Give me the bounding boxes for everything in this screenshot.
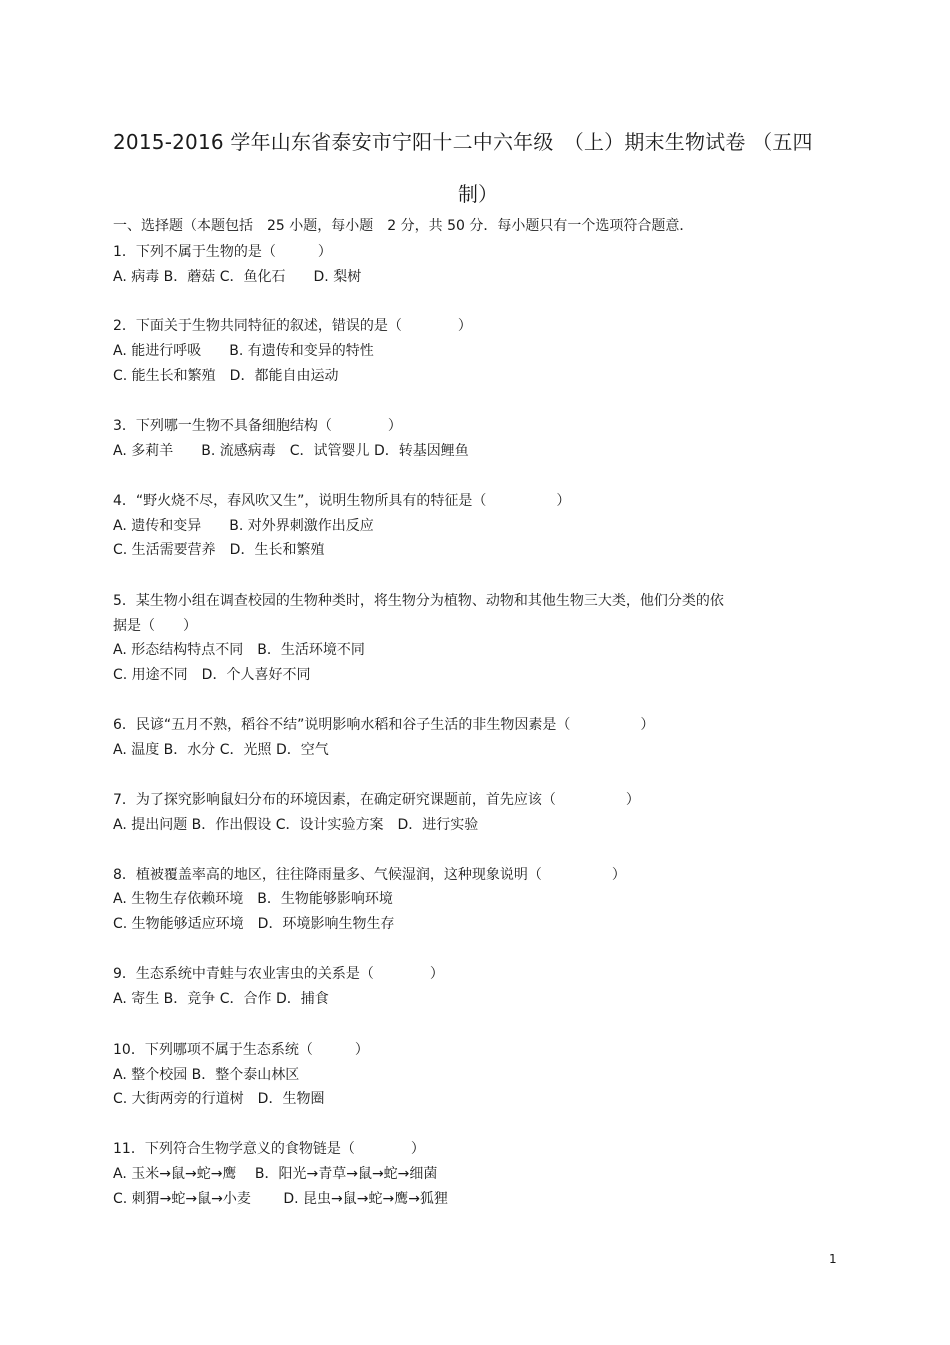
question-8-stem: 8．植被覆盖率高的地区，往往降雨量多、气候湿润，这种现象说明（ ）: [113, 867, 626, 883]
page-number: 1: [829, 1252, 837, 1266]
section-heading: 一、选择题（本题包括 25 小题，每小题 2 分，共 50 分．每小题只有一个选项符合题意．: [113, 218, 694, 234]
question-8-options-cd: C. 生物能够适应环境 D．环境影响生物生存: [113, 916, 395, 932]
question-8-options-ab: A. 生物生存依赖环境 B．生物能够影响环境: [113, 891, 393, 907]
page-title-line-2: 制）: [458, 182, 498, 206]
question-4-options-ab: A. 遗传和变异 B. 对外界刺激作出反应: [113, 518, 374, 534]
question-2-options-ab: A. 能进行呼吸 B. 有遗传和变异的特性: [113, 343, 374, 359]
question-6-stem: 6．民谚“五月不熟，稻谷不结”说明影响水稻和谷子生活的非生物因素是（ ）: [113, 717, 655, 733]
question-7-options: A. 提出问题 B．作出假设 C．设计实验方案 D．进行实验: [113, 817, 479, 833]
question-7-stem: 7．为了探究影响鼠妇分布的环境因素，在确定研究课题前，首先应该（ ）: [113, 792, 640, 808]
question-1-stem: 1．下列不属于生物的是（ ）: [113, 244, 332, 260]
question-11-options-cd: C. 刺猬→蛇→鼠→小麦 D. 昆虫→鼠→蛇→鹰→狐狸: [113, 1191, 448, 1207]
question-5-stem-continued: 据是（ ）: [113, 618, 197, 634]
question-1-options: A. 病毒 B．蘑菇 C．鱼化石 D. 梨树: [113, 269, 362, 285]
question-2-options-cd: C. 能生长和繁殖 D．都能自由运动: [113, 368, 339, 384]
question-10-options-cd: C. 大街两旁的行道树 D．生物圈: [113, 1091, 325, 1107]
question-3-stem: 3．下列哪一生物不具备细胞结构（ ）: [113, 418, 402, 434]
question-9-options: A. 寄生 B．竞争 C．合作 D．捕食: [113, 991, 329, 1007]
page-title-line-1: 2015-2016 学年山东省泰安市宁阳十二中六年级 （上）期末生物试卷 （五四: [113, 130, 813, 154]
question-9-stem: 9．生态系统中青蛙与农业害虫的关系是（ ）: [113, 966, 444, 982]
question-5-stem: 5．某生物小组在调查校园的生物种类时，将生物分为植物、动物和其他生物三大类，他们分类的依: [113, 593, 724, 609]
question-10-stem: 10．下列哪项不属于生态系统（ ）: [113, 1042, 369, 1058]
question-4-stem: 4．“野火烧不尽，春风吹又生”，说明生物所具有的特征是（ ）: [113, 493, 571, 509]
question-11-options-ab: A. 玉米→鼠→蛇→鹰 B．阳光→青草→鼠→蛇→细菌: [113, 1166, 438, 1182]
question-6-options: A. 温度 B．水分 C．光照 D．空气: [113, 742, 329, 758]
question-11-stem: 11．下列符合生物学意义的食物链是（ ）: [113, 1141, 425, 1157]
question-10-options-ab: A. 整个校园 B．整个泰山林区: [113, 1067, 300, 1083]
question-4-options-cd: C. 生活需要营养 D．生长和繁殖: [113, 542, 325, 558]
question-5-options-ab: A. 形态结构特点不同 B．生活环境不同: [113, 642, 365, 658]
question-3-options: A. 多莉羊 B. 流感病毒 C．试管婴儿 D．转基因鲤鱼: [113, 443, 469, 459]
question-2-stem: 2．下面关于生物共同特征的叙述，错误的是（ ）: [113, 318, 472, 334]
question-5-options-cd: C. 用途不同 D．个人喜好不同: [113, 667, 311, 683]
